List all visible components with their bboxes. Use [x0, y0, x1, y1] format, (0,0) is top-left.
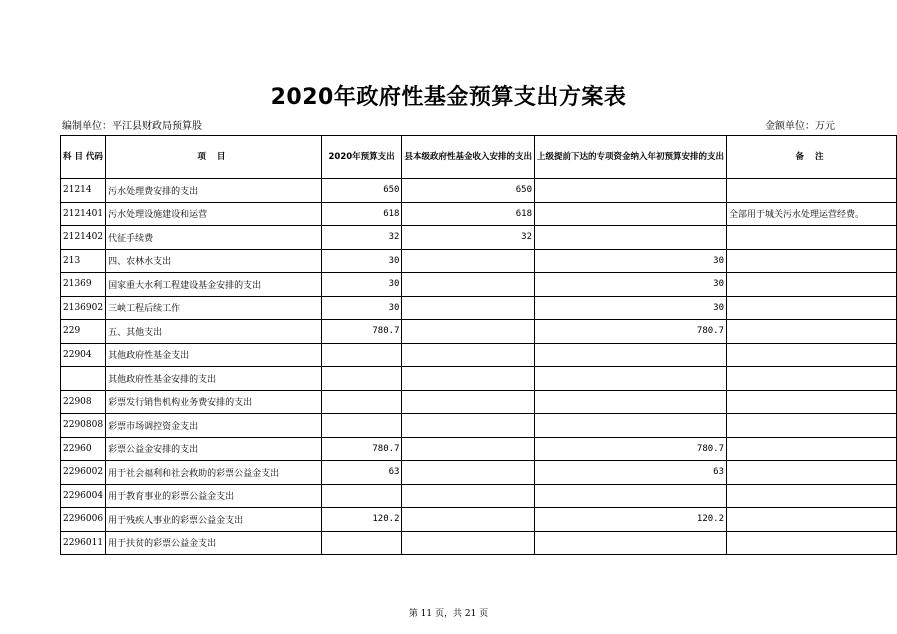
cell-item: 用于残疾人事业的彩票公益金支出 — [106, 508, 322, 532]
cell-note — [727, 367, 897, 391]
cell-county-fund — [402, 484, 535, 508]
cell-note — [727, 179, 897, 203]
cell-county-fund — [402, 249, 535, 273]
cell-code: 2121402 — [61, 226, 106, 250]
cell-amount-2020: 780.7 — [321, 437, 402, 461]
cell-item: 三峡工程后续工作 — [106, 296, 322, 320]
cell-upper-transfer: 780.7 — [535, 437, 727, 461]
cell-county-fund — [402, 437, 535, 461]
table-row — [61, 531, 897, 555]
cell-code: 22904 — [61, 343, 106, 367]
cell-amount-2020 — [321, 484, 402, 508]
cell-note — [727, 484, 897, 508]
table-row — [61, 367, 897, 391]
cell-code: 21214 — [61, 179, 106, 203]
cell-item: 其他政府性基金安排的支出 — [106, 367, 322, 391]
header-county-fund: 县本级政府性基金收入安排的支出 — [402, 136, 535, 179]
cell-county-fund — [402, 531, 535, 555]
cell-amount-2020: 120.2 — [321, 508, 402, 532]
cell-amount-2020 — [321, 414, 402, 438]
page-footer: 第 11 页，共 21 页 — [408, 609, 489, 619]
cell-county-fund — [402, 414, 535, 438]
cell-note — [727, 508, 897, 532]
cell-upper-transfer — [535, 202, 727, 226]
cell-code: 2296006 — [61, 508, 106, 532]
cell-note — [727, 249, 897, 273]
cell-amount-2020: 650 — [321, 179, 402, 203]
header-note: 备 注 — [727, 136, 897, 179]
cell-upper-transfer — [535, 179, 727, 203]
cell-item: 用于社会福利和社会救助的彩票公益金支出 — [106, 461, 322, 485]
cell-upper-transfer — [535, 343, 727, 367]
cell-upper-transfer — [535, 414, 727, 438]
cell-item: 代征手续费 — [106, 226, 322, 250]
header-amount-2020: 2020年预算支出 — [321, 136, 402, 179]
table-row — [61, 202, 897, 226]
cell-note: 全部用于城关污水处理运营经费。 — [727, 202, 897, 226]
cell-item: 用于教育事业的彩票公益金支出 — [106, 484, 322, 508]
cell-code: 229 — [61, 320, 106, 344]
page-title: 2020年政府性基金预算支出方案表 — [270, 85, 627, 110]
cell-amount-2020 — [321, 390, 402, 414]
table-row — [61, 461, 897, 485]
cell-upper-transfer — [535, 484, 727, 508]
cell-code: 2296002 — [61, 461, 106, 485]
cell-county-fund — [402, 343, 535, 367]
cell-county-fund — [402, 508, 535, 532]
header-code: 科 目 代码 — [61, 136, 106, 179]
cell-code: 21369 — [61, 273, 106, 297]
table-header-row — [61, 136, 897, 179]
cell-upper-transfer — [535, 367, 727, 391]
cell-upper-transfer: 120.2 — [535, 508, 727, 532]
cell-code — [61, 367, 106, 391]
cell-code: 2290808 — [61, 414, 106, 438]
budget-table — [60, 135, 897, 555]
cell-note — [727, 414, 897, 438]
cell-note — [727, 273, 897, 297]
cell-item: 国家重大水利工程建设基金安排的支出 — [106, 273, 322, 297]
cell-item: 其他政府性基金支出 — [106, 343, 322, 367]
cell-amount-2020: 30 — [321, 249, 402, 273]
cell-code: 2136902 — [61, 296, 106, 320]
cell-code: 22960 — [61, 437, 106, 461]
cell-note — [727, 531, 897, 555]
cell-item: 彩票公益金安排的支出 — [106, 437, 322, 461]
table-row — [61, 414, 897, 438]
table-row — [61, 273, 897, 297]
cell-upper-transfer: 780.7 — [535, 320, 727, 344]
cell-county-fund — [402, 367, 535, 391]
table-row — [61, 390, 897, 414]
cell-note — [727, 461, 897, 485]
cell-note — [727, 390, 897, 414]
table-body — [61, 179, 897, 555]
cell-upper-transfer: 30 — [535, 296, 727, 320]
cell-item: 污水处理费安排的支出 — [106, 179, 322, 203]
cell-item: 污水处理设施建设和运营 — [106, 202, 322, 226]
cell-county-fund: 618 — [402, 202, 535, 226]
cell-code: 2296011 — [61, 531, 106, 555]
cell-code: 2121401 — [61, 202, 106, 226]
cell-note — [727, 343, 897, 367]
cell-amount-2020: 30 — [321, 273, 402, 297]
cell-code: 213 — [61, 249, 106, 273]
cell-item: 用于扶贫的彩票公益金支出 — [106, 531, 322, 555]
header-item: 项 目 — [106, 136, 322, 179]
cell-amount-2020 — [321, 343, 402, 367]
table-row — [61, 437, 897, 461]
cell-code: 22908 — [61, 390, 106, 414]
cell-note — [727, 296, 897, 320]
cell-item: 五、其他支出 — [106, 320, 322, 344]
cell-amount-2020: 780.7 — [321, 320, 402, 344]
cell-item: 彩票市场调控资金支出 — [106, 414, 322, 438]
cell-item: 彩票发行销售机构业务费安排的支出 — [106, 390, 322, 414]
cell-amount-2020 — [321, 367, 402, 391]
cell-amount-2020: 30 — [321, 296, 402, 320]
cell-upper-transfer — [535, 226, 727, 250]
cell-code: 2296004 — [61, 484, 106, 508]
cell-amount-2020: 618 — [321, 202, 402, 226]
cell-amount-2020: 63 — [321, 461, 402, 485]
cell-county-fund — [402, 273, 535, 297]
cell-county-fund — [402, 320, 535, 344]
cell-county-fund: 650 — [402, 179, 535, 203]
table-row — [61, 226, 897, 250]
cell-upper-transfer: 30 — [535, 249, 727, 273]
cell-county-fund — [402, 461, 535, 485]
table-row — [61, 320, 897, 344]
cell-upper-transfer — [535, 531, 727, 555]
cell-upper-transfer — [535, 390, 727, 414]
header-upper-transfer: 上级提前下达的专项资金纳入年初预算安排的支出 — [535, 136, 727, 179]
cell-note — [727, 437, 897, 461]
cell-amount-2020 — [321, 531, 402, 555]
table-row — [61, 484, 897, 508]
cell-county-fund — [402, 296, 535, 320]
cell-note — [727, 226, 897, 250]
table-row — [61, 296, 897, 320]
cell-amount-2020: 32 — [321, 226, 402, 250]
cell-upper-transfer: 30 — [535, 273, 727, 297]
cell-county-fund: 32 — [402, 226, 535, 250]
table-row — [61, 343, 897, 367]
table-row — [61, 249, 897, 273]
cell-note — [727, 320, 897, 344]
cell-county-fund — [402, 390, 535, 414]
table-row — [61, 508, 897, 532]
amount-unit: 金额单位：万元 — [765, 121, 835, 132]
cell-upper-transfer: 63 — [535, 461, 727, 485]
cell-item: 四、农林水支出 — [106, 249, 322, 273]
table-row — [61, 179, 897, 203]
prepared-by: 编制单位：平江县财政局预算股 — [62, 121, 202, 132]
